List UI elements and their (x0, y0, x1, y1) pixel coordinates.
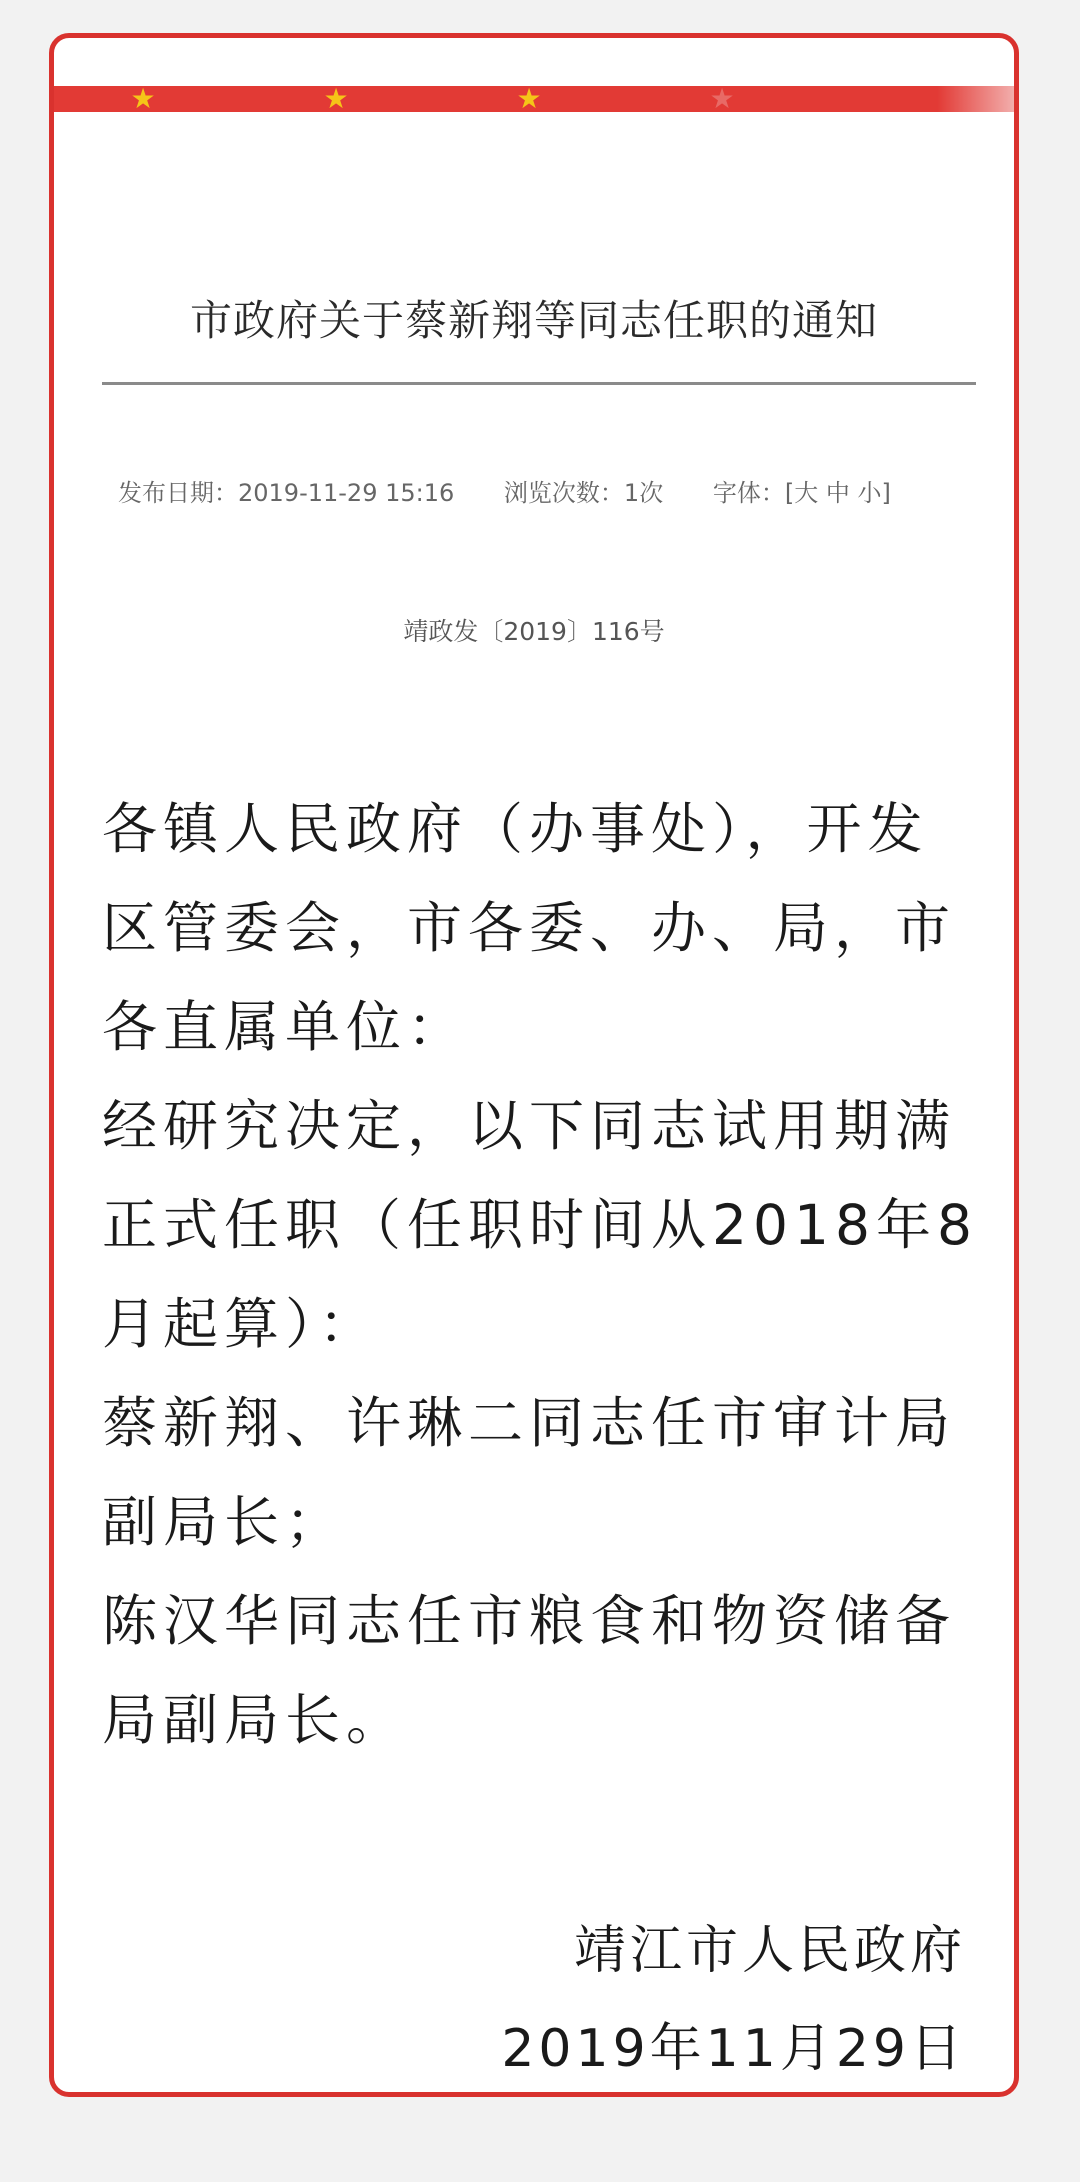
view-count: 浏览次数：1次 (503, 479, 664, 507)
issuer: 靖江市人民政府 (573, 1921, 966, 1981)
paragraph-decision: 经研究决定，以下同志试用期满正式任职（任职时间从2018年8月起算）： (102, 1094, 978, 1356)
notice-body (102, 780, 982, 1770)
star-icon: ★ (130, 82, 156, 115)
document-frame (49, 33, 1019, 2097)
signoff (501, 1902, 966, 2097)
document-number: 靖政发〔2019〕116号 (403, 617, 665, 646)
paragraph-appointment-2: 陈汉华同志任市粮食和物资储备局副局长。 (102, 1589, 957, 1752)
title-divider (102, 382, 976, 385)
page-title: 市政府关于蔡新翔等同志任职的通知 (189, 296, 878, 345)
star-icon: ★ (516, 82, 542, 115)
paragraph-appointment-1: 蔡新翔、许琳二同志任市审计局副局长； (102, 1391, 957, 1554)
font-size-selector[interactable]: 字体：[大 中 小] (712, 479, 891, 507)
meta-line (118, 478, 978, 508)
publish-date: 发布日期：2019-11-29 15:16 (118, 479, 455, 507)
star-icon: ★ (323, 82, 349, 115)
issue-date: 2019年11月29日 (501, 2019, 966, 2079)
paragraph-recipients: 各镇人民政府（办事处），开发区管委会，市各委、办、局，市各直属单位： (102, 797, 957, 1059)
star-icon: ★ (709, 82, 735, 115)
